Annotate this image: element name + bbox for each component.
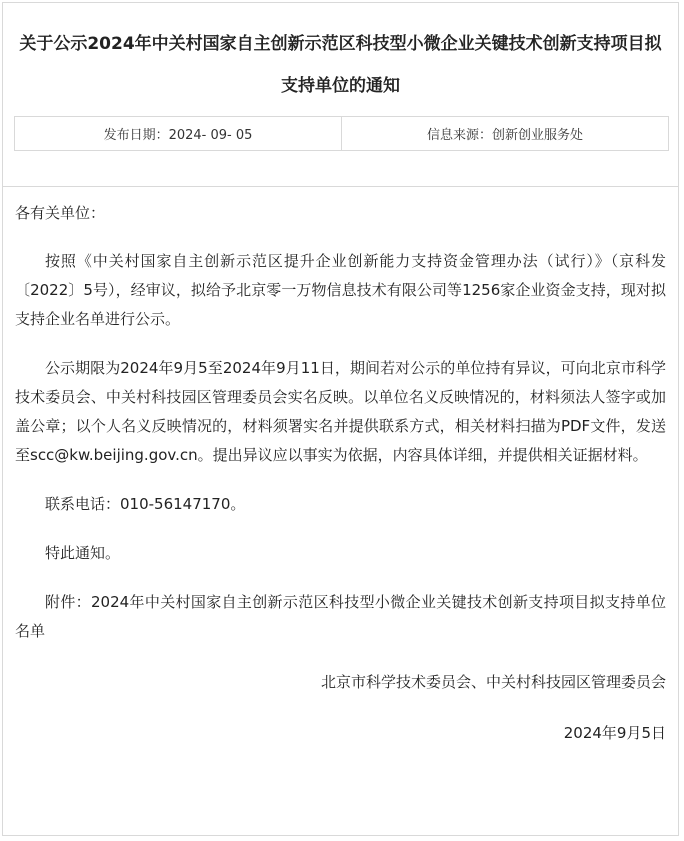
signature: 北京市科学技术委员会、中关村科技园区管理委员会 — [320, 673, 666, 691]
info-source: 信息来源：创新创业服务处 — [341, 117, 668, 150]
publish-date: 发布日期：2024- 09- 05 — [103, 128, 253, 143]
page-title: 关于公示2024年中关村国家自主创新示范区科技型小微企业关键技术创新支持项目拟支持单位的通知 — [19, 34, 662, 96]
signature-date: 2024年9月5日 — [563, 724, 666, 742]
contact-phone: 联系电话：010-56147170。 — [45, 495, 246, 513]
notice-body — [15, 197, 666, 748]
meta-info-bar — [14, 116, 669, 151]
attachment-link[interactable]: 附件：2024年中关村国家自主创新示范区科技型小微企业关键技术创新支持项目拟支持单位名单 — [15, 593, 666, 640]
salutation: 各有关单位： — [15, 204, 106, 222]
notice-page — [2, 2, 679, 836]
notice-header — [3, 3, 678, 187]
closing-line: 特此通知。 — [45, 544, 121, 562]
paragraph-period: 公示期限为2024年9月5至2024年9月11日，期间若对公示的单位持有异议，可向北京市科学技术委员会、中关村科技园区管理委员会实名反映。以单位名义反映情况的，材料须法人签字或加盖公章；以个人名义反映情况的，材料须署实名并提供联系方式，相关材料扫描为PDF文件，发送至scc@kw.beijing.gov.cn。提出异议应以事实为依据，内容具体详细，并提供相关证据材料。 — [15, 359, 666, 464]
paragraph-basis: 按照《中关村国家自主创新示范区提升企业创新能力支持资金管理办法（试行）》（京科发〔2022〕5号），经审议，拟给予北京零一万物信息技术有限公司等1256家企业资金支持，现对拟支持企业名单进行公示。 — [15, 252, 666, 328]
